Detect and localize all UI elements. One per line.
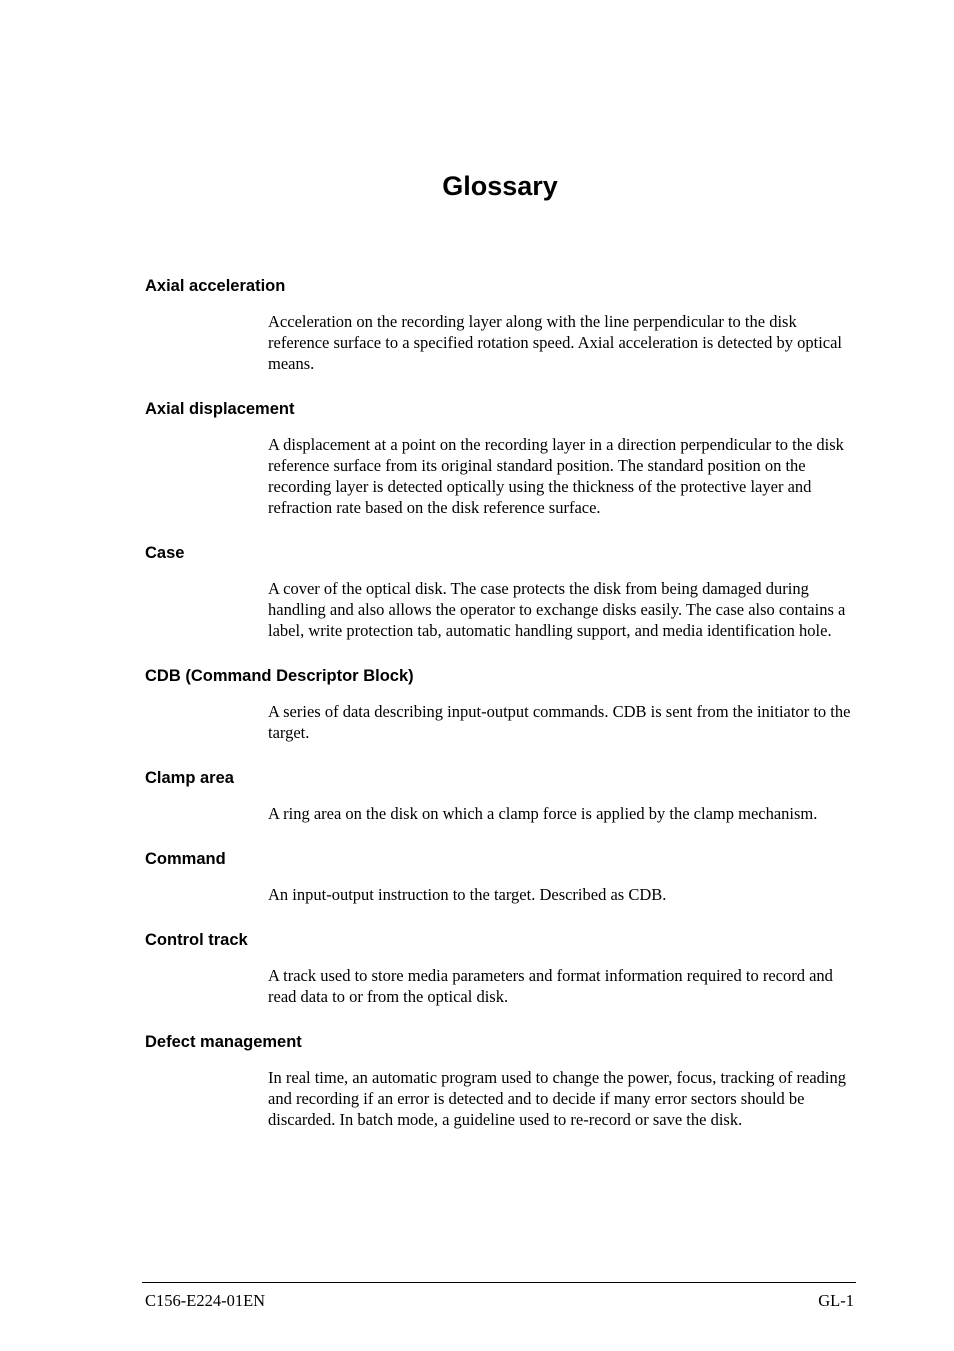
glossary-entry <box>145 398 855 518</box>
glossary-definition: Acceleration on the recording layer along with the line perpendicular to the disk reference surface to a specified rotation speed. Axial acceleration is detected by optical means. <box>268 312 843 373</box>
glossary-term: Defect management <box>145 1033 302 1051</box>
footer-page-number: GL-1 <box>818 1291 854 1310</box>
glossary-definition: A cover of the optical disk. The case protects the disk from being damaged during handling and also allows the operator to exchange disks easily. The case also contains a label, write protection tab, automatic handling support, and media identification hole. <box>268 579 846 640</box>
glossary-term: Axial acceleration <box>145 277 286 295</box>
glossary-definition: A ring area on the disk on which a clamp force is applied by the clamp mechanism. <box>268 804 818 823</box>
glossary-term: Clamp area <box>145 769 234 787</box>
glossary-entry <box>145 665 855 743</box>
glossary-term: CDB (Command Descriptor Block) <box>145 667 414 685</box>
glossary-definition: A displacement at a point on the recording layer in a direction perpendicular to the disk reference surface from its original standard position. The standard position on the recording layer is detected optically using the thickness of the protective layer and refraction rate based on the disk reference surface. <box>268 435 844 517</box>
glossary-term: Command <box>145 850 226 868</box>
footer-divider <box>142 1282 856 1283</box>
page-title: Glossary <box>442 171 558 201</box>
glossary-entry <box>145 767 855 824</box>
glossary-entry <box>145 542 855 641</box>
glossary-definition: A track used to store media parameters and format information required to record and read data to or from the optical disk. <box>268 966 833 1006</box>
glossary-entry <box>145 1031 855 1130</box>
glossary-entry <box>145 929 855 1007</box>
footer-document-code: C156-E224-01EN <box>145 1291 266 1310</box>
glossary-definition: A series of data describing input-output commands. CDB is sent from the initiator to the target. <box>268 702 851 742</box>
glossary-entry <box>145 275 855 374</box>
glossary-definition: In real time, an automatic program used to change the power, focus, tracking of reading and recording if an error is detected and to decide if many error sectors should be discarded. In batch mode, a guideline used to re-record or save the disk. <box>268 1068 846 1129</box>
glossary-term: Control track <box>145 931 248 949</box>
glossary-term: Case <box>145 544 185 562</box>
glossary-entry <box>145 848 855 905</box>
glossary-term: Axial displacement <box>145 400 295 418</box>
glossary-definition: An input-output instruction to the target. Described as CDB. <box>268 885 667 904</box>
glossary-list <box>145 275 855 1154</box>
